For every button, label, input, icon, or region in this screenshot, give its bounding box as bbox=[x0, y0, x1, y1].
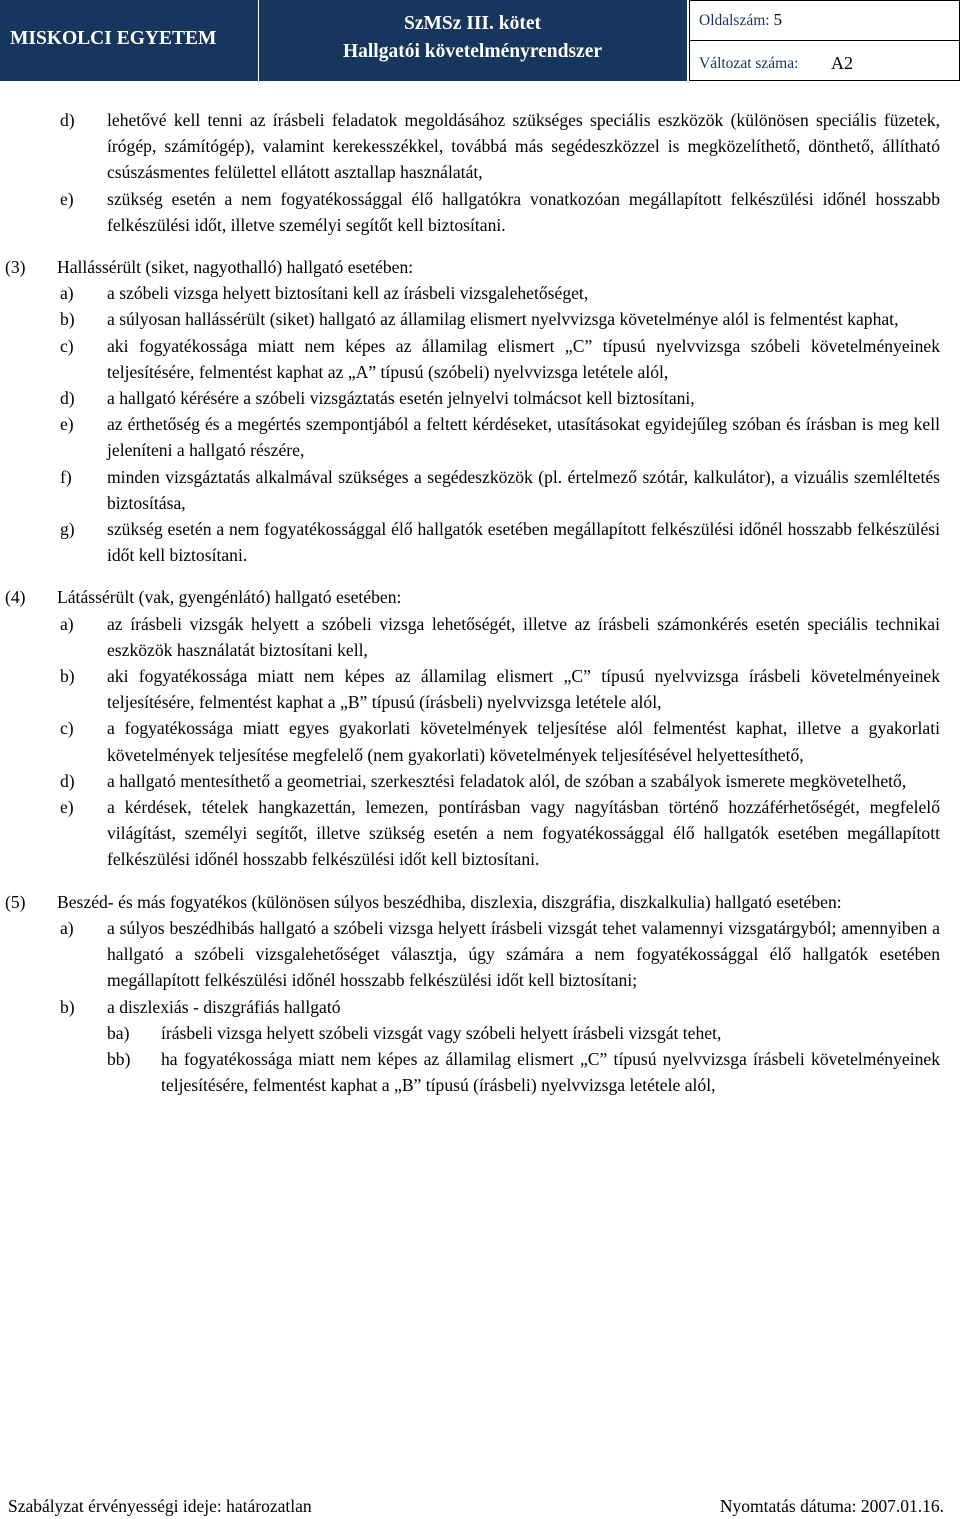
list-marker: a) bbox=[60, 917, 74, 938]
list-item bbox=[60, 516, 940, 568]
list-marker: b) bbox=[60, 666, 75, 687]
list-item bbox=[60, 794, 940, 873]
list-item bbox=[60, 915, 940, 994]
list-marker: b) bbox=[60, 996, 75, 1017]
list-item bbox=[60, 994, 940, 1020]
section-number: (5) bbox=[5, 891, 26, 912]
list-text: a súlyosan hallássérült (siket) hallgató az államilag elismert nyelvvizsga követelménye alól is felmentést kaphat, bbox=[107, 309, 899, 330]
sub-list-marker: ba) bbox=[107, 1022, 130, 1043]
list-item bbox=[60, 411, 940, 463]
list-marker: c) bbox=[60, 718, 74, 739]
page-info-box bbox=[689, 0, 960, 81]
list-item bbox=[60, 715, 940, 767]
list-item bbox=[60, 385, 940, 411]
print-date: Nyomtatás dátuma: 2007.01.16. bbox=[719, 1496, 944, 1516]
list-text: aki fogyatékossága miatt nem képes az államilag elismert „C” típusú nyelvvizsga szóbeli követelményeinek teljesítésére, felmentést kaphat az „A” típusú (szóbeli) nyelvvizsga letétele alól, bbox=[107, 335, 940, 382]
list-marker: f) bbox=[60, 466, 72, 487]
university-name: MISKOLCI EGYETEM bbox=[10, 28, 217, 49]
list-text: a hallgató kérésére a szóbeli vizsgáztatás esetén jelnyelvi tolmácsot kell biztosítani, bbox=[107, 388, 695, 409]
page-number-row bbox=[699, 10, 782, 30]
list-marker: d) bbox=[60, 770, 75, 791]
volume-title: SzMSz III. kötet bbox=[403, 13, 542, 34]
list-item bbox=[60, 464, 940, 516]
list-text: a súlyos beszédhibás hallgató a szóbeli vizsga helyett írásbeli vizsgát tehet valamennyi vizsgatárgyból; amennyiben a hallgató a szóbeli vizsgalehetőséget választja, úgy számára a nem fogyatékossággal élő hallgatók esetében megállapított felkészülési időnél hosszabb felkészülési időt kell biztosítani; bbox=[107, 917, 940, 991]
list-text: minden vizsgáztatás alkalmával szükséges a segédeszközök (pl. értelmező szótár, kalkulátor), a vizuális szemléltetés biztosítása, bbox=[107, 466, 940, 513]
list-marker: e) bbox=[60, 797, 74, 818]
section-title: Látássérült (vak, gyengénlátó) hallgató esetében: bbox=[57, 587, 402, 608]
page-number-label: Oldalszám: bbox=[699, 12, 770, 29]
list-item bbox=[60, 768, 940, 794]
list-item bbox=[60, 333, 940, 385]
section-title: Beszéd- és más fogyatékos (különösen súlyos beszédhiba, diszlexia, diszgráfia, diszkalkulia) hallgató esetében: bbox=[57, 891, 842, 912]
variant-value: A2 bbox=[831, 53, 853, 73]
document-title: Hallgatói követelményrendszer bbox=[342, 41, 603, 62]
list-marker: c) bbox=[60, 335, 74, 356]
section-number: (3) bbox=[5, 257, 26, 278]
list-marker: e) bbox=[60, 414, 74, 435]
list-item bbox=[60, 186, 940, 238]
list-text: a diszlexiás - diszgráfiás hallgató bbox=[107, 996, 341, 1017]
sub-list-item bbox=[107, 1046, 940, 1098]
list-marker: g) bbox=[60, 519, 75, 540]
list-item bbox=[60, 306, 940, 332]
variant-label: Változat száma: bbox=[699, 55, 799, 72]
page-info-divider bbox=[690, 40, 959, 41]
sub-list-marker: bb) bbox=[107, 1048, 131, 1069]
list-text: szükség esetén a nem fogyatékossággal élő hallgatók esetében megállapított felkészülési időnél hosszabb felkészülési időt kell biztosítani. bbox=[107, 519, 940, 566]
list-item bbox=[60, 611, 940, 663]
list-text: a fogyatékossága miatt egyes gyakorlati követelmények teljesítése alól felmentést kaphat, illetve a gyakorlati követelmények teljesítése megfelelő (nem gyakorlati) követelmények teljesítésével helyettesíthető, bbox=[107, 718, 940, 765]
section-title: Hallássérült (siket, nagyothalló) hallgató esetében: bbox=[57, 257, 414, 278]
list-marker: b) bbox=[60, 309, 75, 330]
list-text: lehetővé kell tenni az írásbeli feladatok megoldásához szükséges speciális eszközök (különösen speciális füzetek, írógép, számítógép), valamint kerekesszékkel, továbbá más segédeszközzel is megközelíthető, dönthető, állítható csúszásmentes felülettel ellátott asztallap használatát, bbox=[107, 110, 940, 183]
list-item bbox=[60, 280, 940, 306]
list-text: aki fogyatékossága miatt nem képes az államilag elismert „C” típusú nyelvvizsga írásbeli követelményeinek teljesítésére, felmentést kaphat a „B” típusú (írásbeli) nyelvvizsga letétele alól, bbox=[107, 666, 940, 713]
list-text: az írásbeli vizsgák helyett a szóbeli vizsga lehetőségét, illetve az írásbeli számonkérés esetén speciális technikai eszközök használatát biztosítani kell, bbox=[107, 613, 940, 660]
page-number: 5 bbox=[773, 10, 782, 29]
sub-list-text: írásbeli vizsga helyett szóbeli vizsgát vagy szóbeli helyett írásbeli vizsgát tehet, bbox=[161, 1022, 722, 1043]
list-text: a kérdések, tételek hangkazettán, lemezen, pontírásban vagy nagyításban történő hozzáférhetőségét, megfelelő világítást, személyi segítőt, illetve szükség esetén a nem fogyatékossággal élő hallgatók esetében megállapított felkészülési időnél hosszabb felkészülési időt kell biztosítani. bbox=[107, 797, 940, 870]
list-item bbox=[60, 663, 940, 715]
list-marker: d) bbox=[60, 110, 75, 130]
list-text: a szóbeli vizsga helyett biztosítani kell az írásbeli vizsgalehetőséget, bbox=[107, 283, 589, 304]
sub-list-item bbox=[107, 1020, 940, 1046]
validity-text: Szabályzat érvényességi ideje: határozatlan bbox=[8, 1496, 312, 1516]
page-header bbox=[0, 0, 960, 81]
section-heading bbox=[5, 584, 940, 610]
list-marker: a) bbox=[60, 283, 74, 304]
section-number: (4) bbox=[5, 587, 26, 608]
list-marker: e) bbox=[60, 188, 74, 209]
list-item bbox=[60, 107, 940, 186]
list-text: a hallgató mentesíthető a geometriai, szerkesztési feladatok alól, de szóban a szabályok ismerete megkövetelhető, bbox=[107, 770, 907, 791]
document-body bbox=[0, 107, 960, 1098]
list-marker: d) bbox=[60, 388, 75, 409]
list-text: az érthetőség és a megértés szempontjából a feltett kérdéseket, utasításokat egyidejűleg szóban és írásban is meg kell jeleníteni a hallgató részére, bbox=[107, 414, 940, 461]
list-marker: a) bbox=[60, 613, 74, 634]
section-heading bbox=[5, 889, 940, 915]
section-heading bbox=[5, 254, 940, 280]
list-text: szükség esetén a nem fogyatékossággal élő hallgatókra vonatkozóan megállapított felkészülési időnél hosszabb felkészülési időt, illetve személyi segítőt kell biztosítani. bbox=[107, 188, 940, 235]
sub-list-text: ha fogyatékossága miatt nem képes az államilag elismert „C” típusú nyelvvizsga írásbeli követelményeinek teljesítésére, felmentést kaphat a „B” típusú (írásbeli) nyelvvizsga letétele alól, bbox=[161, 1048, 940, 1096]
